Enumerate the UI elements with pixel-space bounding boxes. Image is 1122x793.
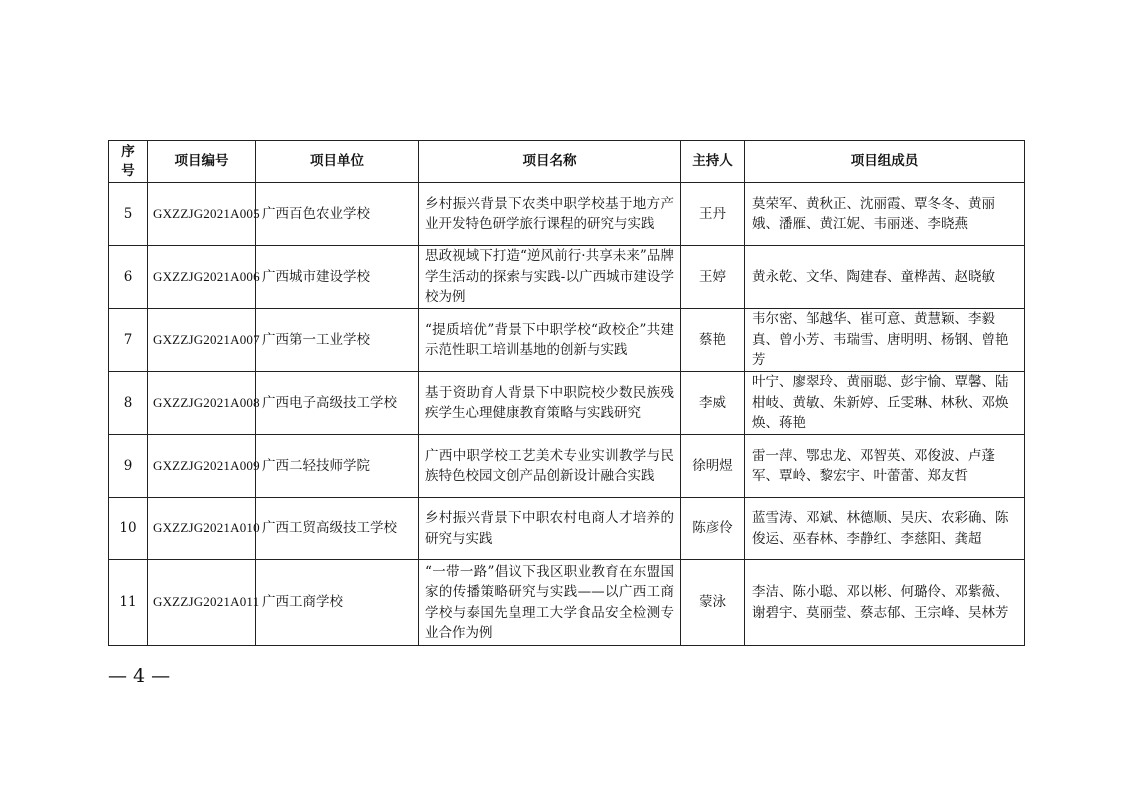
cell-host: 王婷 bbox=[681, 246, 745, 309]
project-table bbox=[108, 140, 1025, 646]
cell-code: GXZZJG2021A010 bbox=[148, 498, 256, 560]
header-seq: 序号 bbox=[109, 141, 148, 183]
header-code: 项目编号 bbox=[148, 141, 256, 183]
cell-seq: 11 bbox=[109, 560, 148, 646]
cell-name: “一带一路”倡议下我区职业教育在东盟国家的传播策略研究与实践——以广西工商学校与泰国先皇理工大学食品安全检测专业合作为例 bbox=[419, 560, 681, 646]
cell-unit: 广西工贸高级技工学校 bbox=[256, 498, 419, 560]
table-row bbox=[109, 372, 1025, 435]
cell-code: GXZZJG2021A011 bbox=[148, 560, 256, 646]
cell-code: GXZZJG2021A007 bbox=[148, 309, 256, 372]
cell-members: 韦尔密、邹越华、崔可意、黄慧颖、李毅真、曾小芳、韦瑞雪、唐明明、杨钢、曾艳芳 bbox=[745, 309, 1025, 372]
cell-name: 基于资助育人背景下中职院校少数民族残疾学生心理健康教育策略与实践研究 bbox=[419, 372, 681, 435]
cell-code: GXZZJG2021A005 bbox=[148, 183, 256, 246]
cell-members: 莫荣军、黄秋正、沈丽霞、覃冬冬、黄丽娥、潘雁、黄江妮、韦丽迷、李晓燕 bbox=[745, 183, 1025, 246]
cell-unit: 广西城市建设学校 bbox=[256, 246, 419, 309]
header-members: 项目组成员 bbox=[745, 141, 1025, 183]
table-row bbox=[109, 498, 1025, 560]
cell-host: 蒙泳 bbox=[681, 560, 745, 646]
header-host: 主持人 bbox=[681, 141, 745, 183]
cell-members: 雷一萍、鄂忠龙、邓智英、邓俊波、卢蓬军、覃岭、黎宏宇、叶蕾蕾、郑友哲 bbox=[745, 435, 1025, 498]
cell-code: GXZZJG2021A008 bbox=[148, 372, 256, 435]
cell-seq: 9 bbox=[109, 435, 148, 498]
cell-code: GXZZJG2021A006 bbox=[148, 246, 256, 309]
cell-seq: 10 bbox=[109, 498, 148, 560]
table-header-row bbox=[109, 141, 1025, 183]
cell-seq: 5 bbox=[109, 183, 148, 246]
header-name: 项目名称 bbox=[419, 141, 681, 183]
cell-seq: 6 bbox=[109, 246, 148, 309]
cell-host: 李威 bbox=[681, 372, 745, 435]
cell-unit: 广西电子高级技工学校 bbox=[256, 372, 419, 435]
cell-name: 思政视域下打造“逆风前行·共享未来”品牌学生活动的探索与实践-以广西城市建设学校为例 bbox=[419, 246, 681, 309]
table-row bbox=[109, 309, 1025, 372]
table-row bbox=[109, 435, 1025, 498]
cell-members: 叶宁、廖翠玲、黄丽聪、彭宇愉、覃馨、陆柑岐、黄敏、朱新婷、丘雯琳、林秋、邓焕焕、蒋艳 bbox=[745, 372, 1025, 435]
cell-unit: 广西百色农业学校 bbox=[256, 183, 419, 246]
cell-seq: 7 bbox=[109, 309, 148, 372]
cell-host: 王丹 bbox=[681, 183, 745, 246]
cell-members: 蓝雪涛、邓斌、林德顺、吴庆、农彩确、陈俊运、巫春林、李静红、李慈阳、龚超 bbox=[745, 498, 1025, 560]
header-unit: 项目单位 bbox=[256, 141, 419, 183]
table-row bbox=[109, 560, 1025, 646]
page-number: — 4 — bbox=[108, 665, 171, 687]
cell-host: 徐明煜 bbox=[681, 435, 745, 498]
cell-members: 黄永乾、文华、陶建春、童桦茜、赵晓敏 bbox=[745, 246, 1025, 309]
cell-members: 李洁、陈小聪、邓以彬、何璐伶、邓紫薇、谢碧宇、莫丽莹、蔡志郁、王宗峰、吴林芳 bbox=[745, 560, 1025, 646]
cell-seq: 8 bbox=[109, 372, 148, 435]
cell-unit: 广西工商学校 bbox=[256, 560, 419, 646]
cell-name: 乡村振兴背景下中职农村电商人才培养的研究与实践 bbox=[419, 498, 681, 560]
cell-code: GXZZJG2021A009 bbox=[148, 435, 256, 498]
cell-unit: 广西二轻技师学院 bbox=[256, 435, 419, 498]
table-row bbox=[109, 246, 1025, 309]
cell-host: 陈彦伶 bbox=[681, 498, 745, 560]
cell-host: 蔡艳 bbox=[681, 309, 745, 372]
cell-name: 广西中职学校工艺美术专业实训教学与民族特色校园文创产品创新设计融合实践 bbox=[419, 435, 681, 498]
cell-name: “提质培优”背景下中职学校“政校企”共建示范性职工培训基地的创新与实践 bbox=[419, 309, 681, 372]
cell-name: 乡村振兴背景下农类中职学校基于地方产业开发特色研学旅行课程的研究与实践 bbox=[419, 183, 681, 246]
table-row bbox=[109, 183, 1025, 246]
cell-unit: 广西第一工业学校 bbox=[256, 309, 419, 372]
